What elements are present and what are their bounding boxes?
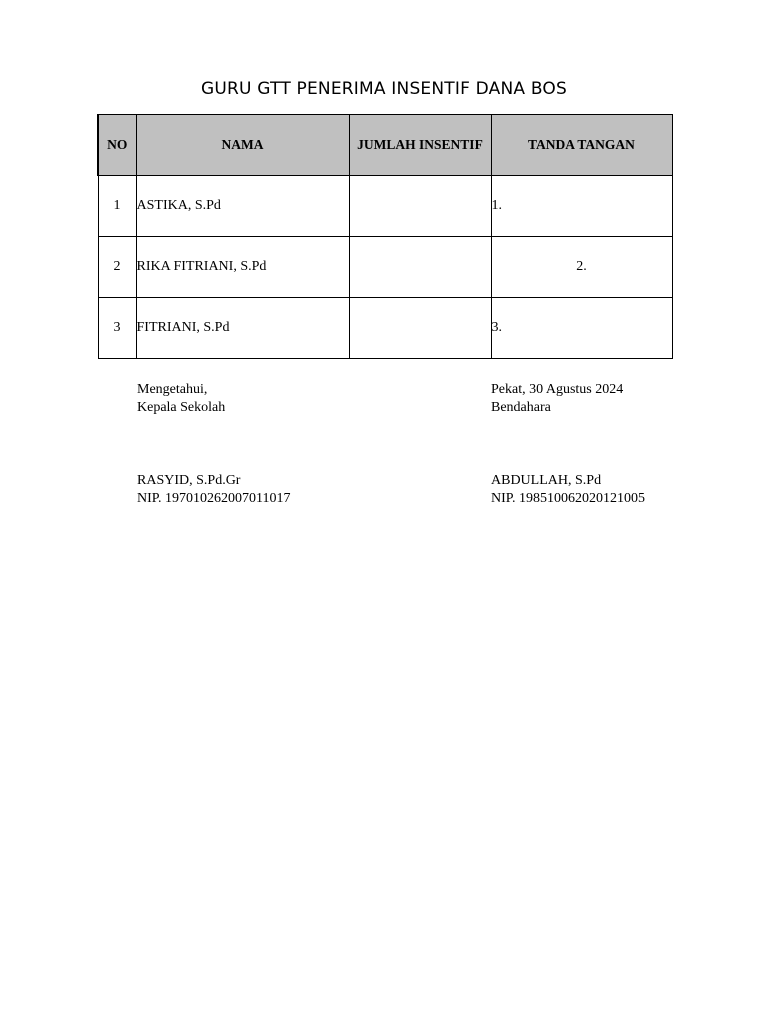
table-row — [98, 237, 672, 298]
row-signature: 3. — [491, 298, 672, 359]
row-number: 3 — [98, 298, 136, 359]
place-date: Pekat, 30 Agustus 2024 — [491, 382, 624, 397]
signature-block-left — [137, 381, 225, 417]
row-jumlah-insentif — [349, 176, 491, 237]
table-body — [98, 176, 672, 359]
treasurer-nip: NIP. 198510062020121005 — [491, 491, 646, 506]
row-name: ASTIKA, S.Pd — [136, 176, 349, 237]
header-no: NO — [98, 115, 136, 176]
header-row — [98, 115, 672, 176]
principal-title: Kepala Sekolah — [137, 400, 226, 415]
treasurer-title: Bendahara — [491, 400, 551, 415]
row-name: FITRIANI, S.Pd — [136, 298, 349, 359]
principal-name: RASYID, S.Pd.Gr — [137, 473, 241, 488]
acknowledged-label: Mengetahui, — [137, 382, 208, 397]
header-nama: NAMA — [136, 115, 349, 176]
signature-block-right — [491, 381, 623, 417]
treasurer-name: ABDULLAH, S.Pd — [491, 473, 602, 488]
row-number: 1 — [98, 176, 136, 237]
table-row — [98, 298, 672, 359]
row-jumlah-insentif — [349, 298, 491, 359]
row-name: RIKA FITRIANI, S.Pd — [136, 237, 349, 298]
table-header — [98, 115, 672, 176]
signature-name-left — [137, 472, 291, 508]
signature-name-right — [491, 472, 645, 508]
row-signature: 1. — [491, 176, 672, 237]
principal-nip: NIP. 197010262007011017 — [137, 491, 291, 506]
incentive-table — [97, 114, 673, 359]
row-jumlah-insentif — [349, 237, 491, 298]
header-jumlah-insentif: JUMLAH INSENTIF — [349, 115, 491, 176]
table-row — [98, 176, 672, 237]
row-number: 2 — [98, 237, 136, 298]
row-signature: 2. — [491, 237, 672, 298]
header-tanda-tangan: TANDA TANGAN — [491, 115, 672, 176]
document-title: GURU GTT PENERIMA INSENTIF DANA BOS — [201, 79, 567, 99]
